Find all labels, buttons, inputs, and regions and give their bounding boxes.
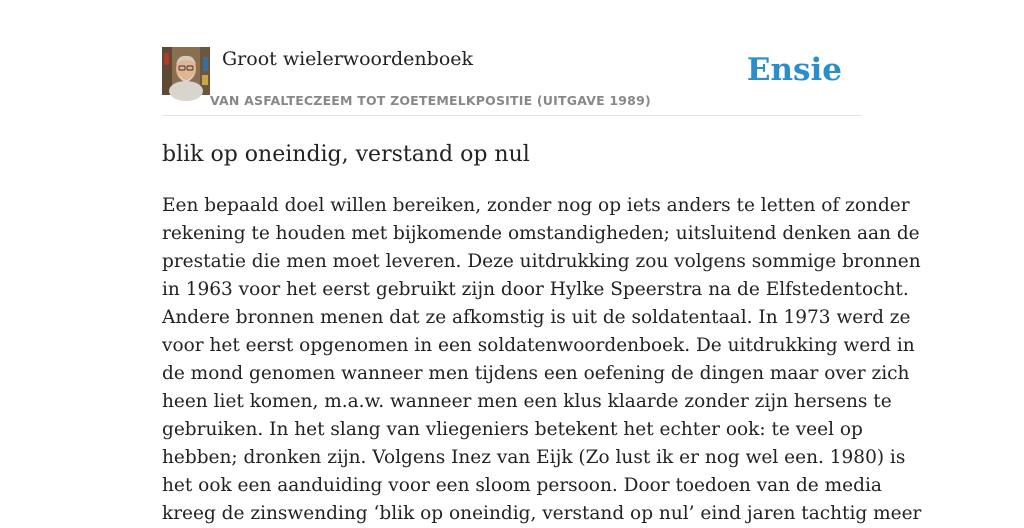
page-title: blik op oneindig, verstand op nul [162, 142, 530, 167]
author-name[interactable]: Groot wielerwoordenboek [222, 48, 474, 70]
body-line: prestatie die men moet leveren. Deze uitdrukking zou volgens sommige bronnen [162, 251, 921, 272]
body-line: gebruiken. In het slang van vliegeniers betekent het echter ook: te veel op [162, 419, 863, 440]
body-line: hebben; dronken zijn. Volgens Inez van Eijk (Zo lust ik er nog wel een. 1980) is [162, 447, 906, 468]
body-line: de mond genomen wanneer men tijdens een oefening de dingen maar over zich [162, 363, 910, 384]
body-line: voor het eerst opgenomen in een soldatenwoordenboek. De uitdrukking werd in [162, 335, 915, 356]
body-line: rekening te houden met bijkomende omstandigheden; uitsluitend denken aan de [162, 223, 920, 244]
body-line: Andere bronnen menen dat ze afkomstig is uit de soldatentaal. In 1973 werd ze [162, 307, 911, 328]
body-line: Een bepaald doel willen bereiken, zonder nog op iets anders te letten of zonder [162, 195, 910, 216]
article-body [162, 192, 922, 528]
avatar[interactable] [162, 47, 210, 95]
author-photo-icon [162, 47, 210, 95]
body-line: kreeg de zinswending ‘blik op oneindig, verstand op nul’ eind jaren tachtig meer [162, 503, 922, 524]
body-line: in 1963 voor het eerst gebruikt zijn door Hylke Speerstra na de Elfstedentocht. [162, 279, 909, 300]
book-subtitle: VAN ASFALTECZEEM TOT ZOETEMELKPOSITIE (UITGAVE 1989) [210, 93, 651, 108]
ensie-logo-link[interactable]: Ensie [746, 52, 842, 88]
body-line: heen liet komen, m.a.w. wanneer men een klus klaarde zonder zijn hersens te [162, 391, 892, 412]
header [162, 47, 862, 116]
body-line: het ook een aanduiding voor een sloom persoon. Door toedoen van de media [162, 475, 882, 496]
